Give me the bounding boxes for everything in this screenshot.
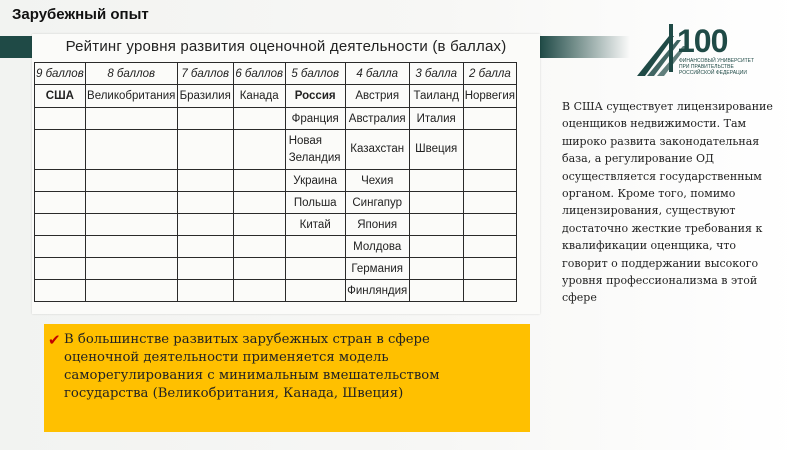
table-cell: Австралия (345, 108, 409, 130)
usa-description-text: В США существует лицензирование оценщиков недвижимости. Там широко развита законодательная база, а регулирование ОД осуществляется государственным органом. Кроме того, помимо лицензирования, существуют достаточно жесткие требования к квалификации оценщика, что говорит о поддержании высокого уровня профессионализма в этой сфере (562, 100, 773, 305)
table-cell: Австрия (345, 85, 409, 108)
table-cell: Молдова (345, 236, 409, 258)
table-cell (409, 258, 463, 280)
table-cell: Швеция (409, 130, 463, 170)
table-cell (177, 170, 233, 192)
table-cell (35, 170, 86, 192)
table-cell (35, 130, 86, 170)
table-cell (35, 258, 86, 280)
table-cell: Великобритания (85, 85, 177, 108)
table-row (35, 130, 517, 170)
table-row (35, 108, 517, 130)
table-cell (409, 236, 463, 258)
column-header: 2 балла (463, 63, 516, 85)
table-cell (85, 170, 177, 192)
table-cell (463, 280, 516, 302)
table-cell (35, 214, 86, 236)
table-cell (85, 192, 177, 214)
table-cell: Таиланд (409, 85, 463, 108)
table-cell (85, 130, 177, 170)
table-cell (177, 236, 233, 258)
table-cell (85, 108, 177, 130)
table-cell (85, 258, 177, 280)
table-cell: Норвегия (463, 85, 516, 108)
table-cell (409, 192, 463, 214)
table-cell (233, 170, 285, 192)
table-cell (463, 258, 516, 280)
column-header: 3 балла (409, 63, 463, 85)
table-cell (463, 108, 516, 130)
table-cell (463, 214, 516, 236)
table-row (35, 258, 517, 280)
header-band-fade (540, 36, 630, 58)
table-cell: Бразилия (177, 85, 233, 108)
table-cell (35, 280, 86, 302)
table-cell: Китай (285, 214, 345, 236)
table-cell (177, 258, 233, 280)
table-cell (85, 236, 177, 258)
table-cell (285, 258, 345, 280)
table-cell: Чехия (345, 170, 409, 192)
logo-caption-line-2: ПРИ ПРАВИТЕЛЬСТВЕ (679, 64, 734, 70)
university-logo (633, 14, 778, 84)
table-cell (233, 108, 285, 130)
table-cell (285, 280, 345, 302)
table-cell (85, 214, 177, 236)
column-header: 8 баллов (85, 63, 177, 85)
table-cell (463, 192, 516, 214)
table-row (35, 214, 517, 236)
table-cell (177, 192, 233, 214)
table-cell (463, 130, 516, 170)
table-cell: Россия (285, 85, 345, 108)
table-cell (409, 214, 463, 236)
checkmark-icon: ✔ (48, 331, 61, 349)
slide-title: Зарубежный опыт (12, 6, 149, 23)
column-header: 9 баллов (35, 63, 86, 85)
table-cell (177, 280, 233, 302)
column-header: 4 балла (345, 63, 409, 85)
table-cell (233, 236, 285, 258)
table-cell: Франция (285, 108, 345, 130)
table-cell: Финляндия (345, 280, 409, 302)
table-cell: Япония (345, 214, 409, 236)
column-header: 5 баллов (285, 63, 345, 85)
table-cell (233, 258, 285, 280)
rating-table (34, 62, 517, 302)
table-cell: Польша (285, 192, 345, 214)
table-cell (35, 108, 86, 130)
table-cell: Казахстан (345, 130, 409, 170)
table-header-row (35, 63, 517, 85)
summary-note-text: В большинстве развитых зарубежных стран в сфере оценочной деятельности применяется модель саморегулирования с минимальным вмешательством государства (Великобритания, Канада, Швеция) (64, 332, 440, 401)
table-title: Рейтинг уровня развития оценочной деятельности (в баллах) (65, 38, 507, 55)
table-row (35, 170, 517, 192)
table-cell (409, 170, 463, 192)
rating-table-card (32, 34, 540, 314)
logo-caption-line-1: ФИНАНСОВЫЙ УНИВЕРСИТЕТ (679, 58, 755, 64)
logo-caption-line-3: РОССИЙСКОЙ ФЕДЕРАЦИИ (679, 70, 747, 76)
table-cell (285, 236, 345, 258)
table-cell: Италия (409, 108, 463, 130)
table-cell (177, 108, 233, 130)
logo-number: 100 (677, 23, 728, 59)
table-cell (35, 192, 86, 214)
table-cell (233, 280, 285, 302)
table-cell: США (35, 85, 86, 108)
table-cell (233, 130, 285, 170)
table-cell (463, 170, 516, 192)
table-row (35, 236, 517, 258)
table-cell: Сингапур (345, 192, 409, 214)
table-cell (177, 214, 233, 236)
column-header: 7 баллов (177, 63, 233, 85)
table-cell (463, 236, 516, 258)
table-cell (85, 280, 177, 302)
table-cell (233, 192, 285, 214)
column-header: 6 баллов (233, 63, 285, 85)
table-row (35, 85, 517, 108)
table-cell: Канада (233, 85, 285, 108)
table-cell: Новая Зеландия (285, 130, 345, 170)
table-cell (233, 214, 285, 236)
table-cell: Германия (345, 258, 409, 280)
table-cell (177, 130, 233, 170)
table-cell: Украина (285, 170, 345, 192)
table-cell (409, 280, 463, 302)
table-row (35, 192, 517, 214)
table-cell (35, 236, 86, 258)
table-row (35, 280, 517, 302)
